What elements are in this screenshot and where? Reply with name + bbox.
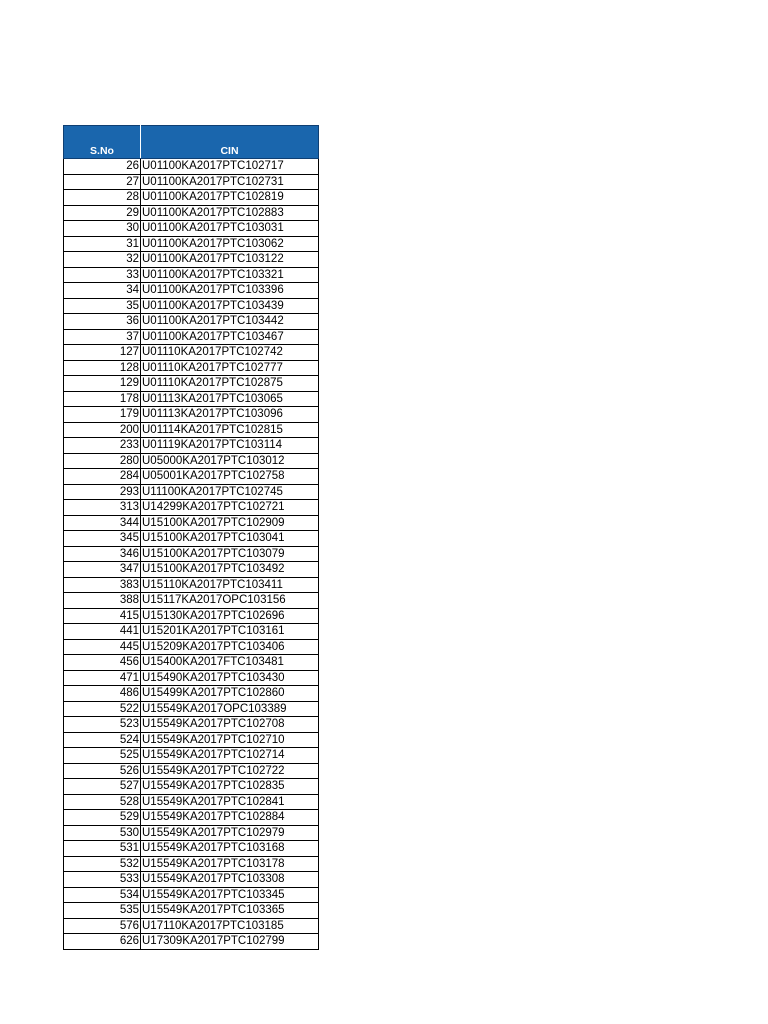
table-row: [64, 174, 319, 190]
table-row: [64, 779, 319, 795]
table-row: [64, 655, 319, 671]
sno-cell: 525: [64, 748, 141, 764]
cin-cell: U15201KA2017PTC103161: [141, 624, 319, 640]
table-row: [64, 345, 319, 361]
sno-cell: 526: [64, 763, 141, 779]
cin-cell: U01110KA2017PTC102777: [141, 360, 319, 376]
cin-cell: U15499KA2017PTC102860: [141, 686, 319, 702]
table-row: [64, 686, 319, 702]
table-row: [64, 546, 319, 562]
sno-cell: 388: [64, 593, 141, 609]
cin-cell: U01113KA2017PTC103096: [141, 407, 319, 423]
cin-cell: U11100KA2017PTC102745: [141, 484, 319, 500]
cin-cell: U14299KA2017PTC102721: [141, 500, 319, 516]
sno-cell: 415: [64, 608, 141, 624]
sno-cell: 293: [64, 484, 141, 500]
table-row: [64, 329, 319, 345]
sno-cell: 347: [64, 562, 141, 578]
cin-cell: U01100KA2017PTC103031: [141, 221, 319, 237]
table-row: [64, 624, 319, 640]
sno-cell: 528: [64, 794, 141, 810]
sno-cell: 529: [64, 810, 141, 826]
cin-cell: U15100KA2017PTC103492: [141, 562, 319, 578]
cin-cell: U15209KA2017PTC103406: [141, 639, 319, 655]
cin-table: [63, 125, 319, 950]
sno-cell: 178: [64, 391, 141, 407]
table-row: [64, 748, 319, 764]
sno-cell: 523: [64, 717, 141, 733]
cin-cell: U15549KA2017PTC102884: [141, 810, 319, 826]
sno-cell: 233: [64, 438, 141, 454]
sno-cell: 533: [64, 872, 141, 888]
cin-cell: U05001KA2017PTC102758: [141, 469, 319, 485]
table-row: [64, 515, 319, 531]
table-row: [64, 639, 319, 655]
sno-cell: 445: [64, 639, 141, 655]
cin-cell: U01119KA2017PTC103114: [141, 438, 319, 454]
sno-cell: 200: [64, 422, 141, 438]
sno-cell: 129: [64, 376, 141, 392]
table-row: [64, 190, 319, 206]
cin-cell: U15100KA2017PTC103079: [141, 546, 319, 562]
table-row: [64, 267, 319, 283]
table-row: [64, 205, 319, 221]
sno-cell: 29: [64, 205, 141, 221]
table-row: [64, 608, 319, 624]
table-row: [64, 159, 319, 175]
sno-cell: 346: [64, 546, 141, 562]
sno-cell: 530: [64, 825, 141, 841]
sno-cell: 486: [64, 686, 141, 702]
table-row: [64, 360, 319, 376]
sno-cell: 33: [64, 267, 141, 283]
table-row: [64, 918, 319, 934]
cin-cell: U15549KA2017PTC103365: [141, 903, 319, 919]
cin-cell: U05000KA2017PTC103012: [141, 453, 319, 469]
table-row: [64, 593, 319, 609]
cin-cell: U15549KA2017PTC102979: [141, 825, 319, 841]
sno-cell: 344: [64, 515, 141, 531]
cin-cell: U01100KA2017PTC102819: [141, 190, 319, 206]
cin-cell: U15490KA2017PTC103430: [141, 670, 319, 686]
cin-cell: U15130KA2017PTC102696: [141, 608, 319, 624]
table-row: [64, 810, 319, 826]
table-row: [64, 562, 319, 578]
cin-cell: U01100KA2017PTC103442: [141, 314, 319, 330]
table-row: [64, 841, 319, 857]
table-row: [64, 887, 319, 903]
sno-cell: 383: [64, 577, 141, 593]
sno-cell: 31: [64, 236, 141, 252]
cin-cell: U01100KA2017PTC102731: [141, 174, 319, 190]
cin-cell: U15549KA2017PTC102714: [141, 748, 319, 764]
cin-cell: U15549KA2017PTC102841: [141, 794, 319, 810]
sno-cell: 441: [64, 624, 141, 640]
cin-cell: U01100KA2017PTC102717: [141, 159, 319, 175]
table-row: [64, 717, 319, 733]
table-row: [64, 469, 319, 485]
table-row: [64, 732, 319, 748]
cin-cell: U01113KA2017PTC103065: [141, 391, 319, 407]
sno-cell: 284: [64, 469, 141, 485]
cin-cell: U01100KA2017PTC103122: [141, 252, 319, 268]
table-row: [64, 221, 319, 237]
sno-cell: 534: [64, 887, 141, 903]
sno-cell: 456: [64, 655, 141, 671]
cin-cell: U01110KA2017PTC102742: [141, 345, 319, 361]
cin-cell: U15549KA2017PTC103345: [141, 887, 319, 903]
sno-cell: 345: [64, 531, 141, 547]
table-row: [64, 500, 319, 516]
sno-cell: 471: [64, 670, 141, 686]
sno-cell: 35: [64, 298, 141, 314]
sno-cell: 313: [64, 500, 141, 516]
cin-cell: U01100KA2017PTC103396: [141, 283, 319, 299]
sno-cell: 280: [64, 453, 141, 469]
cin-cell: U15100KA2017PTC102909: [141, 515, 319, 531]
table-row: [64, 856, 319, 872]
table-row: [64, 438, 319, 454]
table-row: [64, 391, 319, 407]
table-row: [64, 763, 319, 779]
sno-cell: 32: [64, 252, 141, 268]
cin-cell: U15549KA2017PTC103178: [141, 856, 319, 872]
sno-cell: 535: [64, 903, 141, 919]
sno-cell: 30: [64, 221, 141, 237]
cin-cell: U15549KA2017PTC102708: [141, 717, 319, 733]
cin-cell: U01100KA2017PTC103467: [141, 329, 319, 345]
cin-cell: U15100KA2017PTC103041: [141, 531, 319, 547]
cin-cell: U01100KA2017PTC103062: [141, 236, 319, 252]
cin-column-header: CIN: [141, 126, 319, 159]
cin-cell: U01100KA2017PTC102883: [141, 205, 319, 221]
table-row: [64, 376, 319, 392]
cin-cell: U17110KA2017PTC103185: [141, 918, 319, 934]
table-row: [64, 422, 319, 438]
table-row: [64, 236, 319, 252]
sno-cell: 626: [64, 934, 141, 950]
sno-cell: 128: [64, 360, 141, 376]
table-row: [64, 298, 319, 314]
sno-cell: 34: [64, 283, 141, 299]
sno-cell: 522: [64, 701, 141, 717]
table-row: [64, 252, 319, 268]
table-row: [64, 453, 319, 469]
table-row: [64, 484, 319, 500]
cin-cell: U15549KA2017PTC102710: [141, 732, 319, 748]
table-row: [64, 701, 319, 717]
table-body: [64, 159, 319, 950]
table-row: [64, 531, 319, 547]
cin-cell: U15549KA2017PTC102835: [141, 779, 319, 795]
table-row: [64, 314, 319, 330]
sno-cell: 127: [64, 345, 141, 361]
sno-cell: 36: [64, 314, 141, 330]
table-header: [64, 126, 319, 159]
table-row: [64, 903, 319, 919]
sno-cell: 576: [64, 918, 141, 934]
sno-cell: 37: [64, 329, 141, 345]
cin-cell: U01100KA2017PTC103321: [141, 267, 319, 283]
cin-cell: U15549KA2017OPC103389: [141, 701, 319, 717]
table-row: [64, 934, 319, 950]
cin-cell: U15110KA2017PTC103411: [141, 577, 319, 593]
table-row: [64, 872, 319, 888]
sno-cell: 28: [64, 190, 141, 206]
sno-cell: 179: [64, 407, 141, 423]
sno-cell: 532: [64, 856, 141, 872]
table-row: [64, 825, 319, 841]
cin-cell: U15549KA2017PTC103168: [141, 841, 319, 857]
sno-column-header: S.No: [64, 126, 141, 159]
sno-cell: 524: [64, 732, 141, 748]
cin-cell: U15117KA2017OPC103156: [141, 593, 319, 609]
cin-cell: U15549KA2017PTC103308: [141, 872, 319, 888]
cin-cell: U15400KA2017FTC103481: [141, 655, 319, 671]
cin-cell: U01114KA2017PTC102815: [141, 422, 319, 438]
cin-cell: U17309KA2017PTC102799: [141, 934, 319, 950]
table-row: [64, 283, 319, 299]
table-row: [64, 794, 319, 810]
sno-cell: 531: [64, 841, 141, 857]
table-row: [64, 577, 319, 593]
cin-cell: U01110KA2017PTC102875: [141, 376, 319, 392]
sno-cell: 27: [64, 174, 141, 190]
header-row: [64, 126, 319, 159]
sno-cell: 26: [64, 159, 141, 175]
cin-cell: U01100KA2017PTC103439: [141, 298, 319, 314]
cin-cell: U15549KA2017PTC102722: [141, 763, 319, 779]
table-row: [64, 407, 319, 423]
sno-cell: 527: [64, 779, 141, 795]
table-row: [64, 670, 319, 686]
